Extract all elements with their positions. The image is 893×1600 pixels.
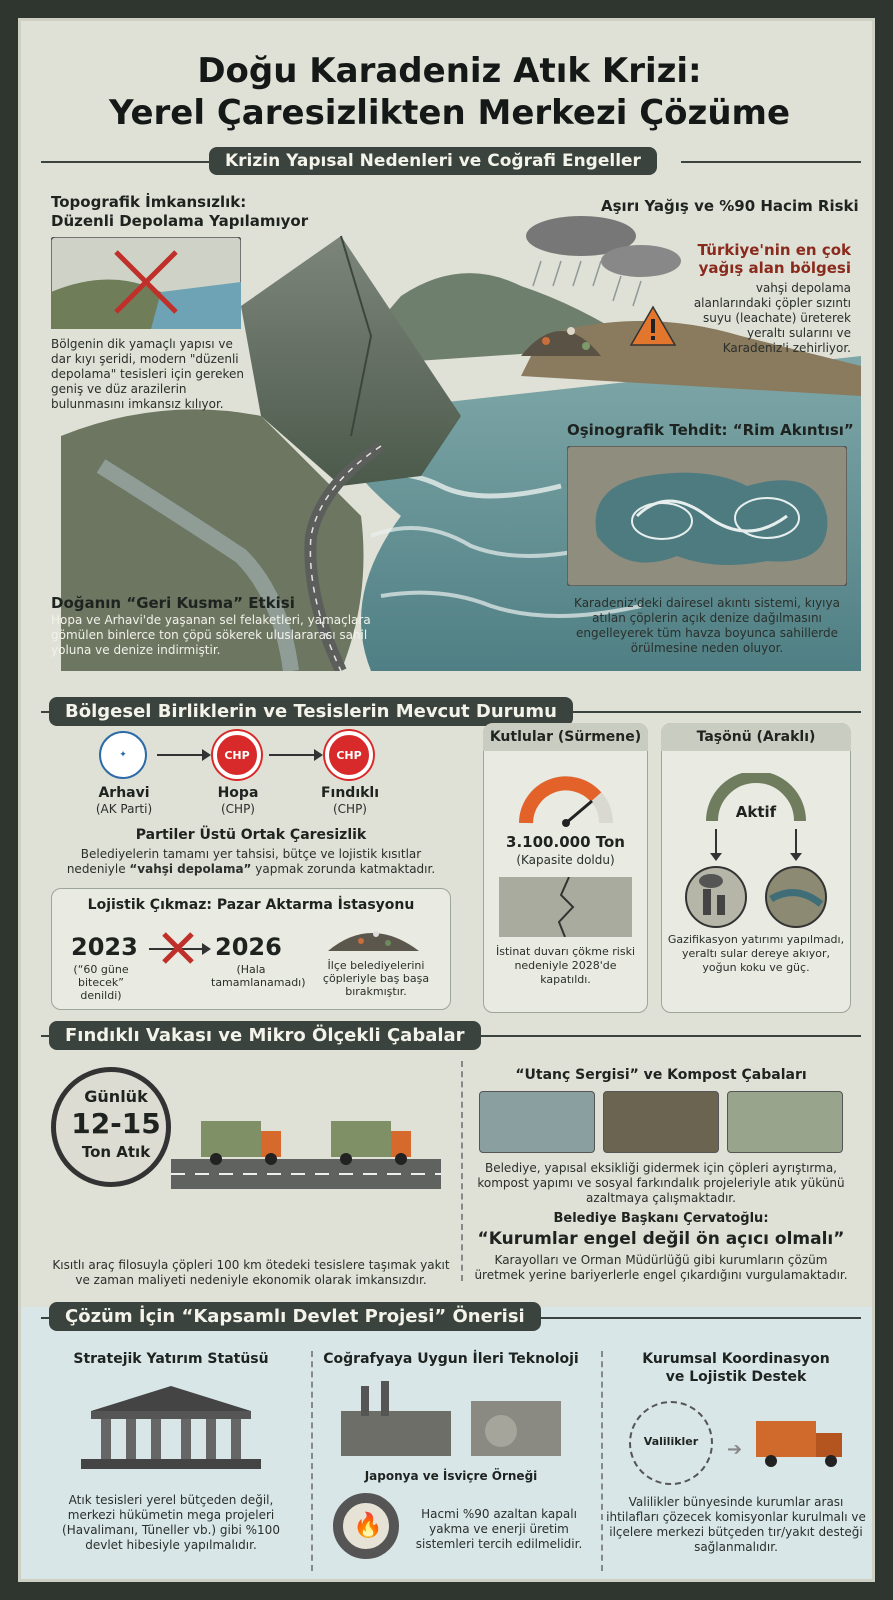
- section-rule: [681, 161, 861, 163]
- shame-text: Belediye, yapısal eksikliği gidermek için çöpleri ayrıştırma, kompost yapımı ve sosyal farkındalık projeleriyle atık yükünü azaltmaya çalışmaktadır.: [477, 1161, 845, 1205]
- topo-text: Bölgenin dik yamaçlı yapısı ve dar kıyı şeridi, modern "düzenli depolama" tesisleri için gereken geniş ve düz arazilerin bulunmasını imkansız kılıyor.: [51, 337, 244, 411]
- year-from-note: (“60 güne bitecek” denildi): [73, 963, 129, 1002]
- logistics-title: Lojistik Çıkmaz: Pazar Aktarma İstasyonu: [87, 897, 415, 913]
- rain-title: Aşırı Yağış ve %90 Hacim Riski: [601, 197, 859, 215]
- year-to: 2026: [215, 933, 282, 961]
- divider: [311, 1351, 313, 1571]
- kutlular-sub: (Kapasite doldu): [516, 853, 615, 867]
- vomit-title: Doğanın “Geri Kusma” Etkisi: [51, 594, 295, 612]
- topo-title-2: Düzenli Depolama Yapılamıyor: [51, 212, 309, 230]
- town-name: Arhavi: [98, 785, 150, 801]
- akparti-logo: ✦: [99, 731, 147, 779]
- sorting-bins-photo: [727, 1091, 843, 1153]
- kutlular-title: Kutlular (Sürmene): [483, 723, 648, 751]
- title-line-2: Yerel Çaresizlikten Merkezi Çözüme: [108, 93, 791, 133]
- year-from: 2023: [71, 933, 138, 961]
- col1-text: Atık tesisleri yerel bütçeden değil, merkezi hükümetin mega projeleri (Havalimanı, Tüneller vb.) gibi %100 devlet hibesiyle yapılmalıdır.: [62, 1493, 280, 1552]
- section-heading-status: Bölgesel Birliklerin ve Tesislerin Mevcut Durumu: [49, 697, 573, 726]
- truck-icon: [751, 1411, 851, 1471]
- government-building-icon: [81, 1381, 261, 1471]
- section-heading-findikli: Fındıklı Vakası ve Mikro Ölçekli Çabalar: [49, 1021, 481, 1050]
- daily-label-3: Ton Atık: [81, 1143, 151, 1161]
- arrow-icon: [269, 754, 321, 756]
- cross-icon: [161, 931, 195, 965]
- col3-title-2: ve Lojistik Destek: [665, 1369, 807, 1385]
- incineration-plant-icon: [331, 1381, 571, 1461]
- infographic-page: [18, 18, 875, 1582]
- arrow-right-icon: ➔: [727, 1439, 743, 1460]
- col3-text: Valilikler bünyesinde kurumlar arası ihtilafları çözecek komisyonlar kurulmalı ve ilçelere merkezi bütçeden tır/yakıt desteği sağlanmalıdır.: [606, 1495, 866, 1554]
- divider: [461, 1061, 463, 1281]
- vomit-text: Hopa ve Arhavi'de yaşanan sel felaketleri, yamaçlara gömülen binlerce ton çöpü sökerek uluslararası sahil yoluna ve denize indirmiştir.: [51, 613, 371, 657]
- tasonu-title: Taşönü (Araklı): [661, 723, 851, 751]
- quote-text: Karayolları ve Orman Müdürlüğü gibi kurumların çözüm üretmek yerine bariyerlerle engel çıkardığını vurgulamaktadır.: [474, 1253, 848, 1282]
- kutlular-value: 3.100.000 Ton: [506, 833, 625, 851]
- kutlular-text: İstinat duvarı çökme riski nedeniyle 2028'de kapatıldı.: [495, 945, 635, 986]
- compost-photo: [603, 1091, 719, 1153]
- rain-text: vahşi depolama alanlarındaki çöpler sızıntı suyu (leachate) üreterek yeraltı sularını ve Karadeniz'i zehirliyor.: [693, 281, 851, 355]
- col2-example: Japonya ve İsviçre Örneği: [364, 1469, 538, 1483]
- cracked-wall-icon: [499, 877, 632, 937]
- town-party: (CHP): [220, 802, 255, 816]
- town-name: Fındıklı: [320, 785, 380, 801]
- cross-party-title: Partiler Üstü Ortak Çaresizlik: [135, 827, 367, 843]
- col3-hub: Valilikler: [643, 1435, 699, 1448]
- section-rule: [41, 161, 221, 163]
- title-line-1: Doğu Karadeniz Atık Krizi:: [197, 51, 702, 91]
- logistics-text: İlçe belediyelerini çöpleriyle baş başa bırakmıştır.: [322, 959, 430, 998]
- col3-title-1: Kurumsal Koordinasyon: [642, 1351, 830, 1367]
- chp-logo: CHP: [213, 731, 261, 779]
- pollution-icons: [671, 829, 841, 929]
- shame-title: “Utanç Sergisi” ve Kompost Çabaları: [515, 1067, 807, 1083]
- fire-icon: 🔥: [353, 1511, 383, 1539]
- year-to-note: (Hala tamamlanamadı): [211, 963, 306, 989]
- warning-icon: [629, 305, 677, 347]
- daily-label-2: 12-15: [71, 1107, 161, 1140]
- town-name: Hopa: [217, 785, 259, 801]
- mayor-quote: “Kurumlar engel değil ön açıcı olmalı”: [477, 1229, 845, 1249]
- col2-text: Hacmi %90 azaltan kapalı yakma ve enerji üretim sistemleri tercih edilmelidir.: [415, 1507, 583, 1551]
- arrow-icon: [157, 754, 209, 756]
- section-heading-solution: Çözüm İçin “Kapsamlı Devlet Projesi” Önerisi: [49, 1302, 541, 1331]
- divider: [601, 1351, 603, 1571]
- terrain-cross-section-icon: [51, 237, 241, 329]
- cross-party-text-1: Belediyelerin tamamı yer tahsisi, bütçe ve lojistik kısıtlar: [80, 847, 422, 861]
- fleet-text: Kısıtlı araç filosuyla çöpleri 100 km ötedeki tesislere taşımak yakıt ve zaman maliyeti nedeniyle ekonomik olarak imkansızdır.: [52, 1258, 450, 1287]
- col1-title: Stratejik Yatırım Statüsü: [73, 1351, 269, 1367]
- section-heading-causes: Krizin Yapısal Nedenleri ve Coğrafi Engeller: [209, 147, 657, 175]
- town-party: (AK Parti): [95, 802, 153, 816]
- chp-logo: CHP: [325, 731, 373, 779]
- truck-icon: [201, 1121, 281, 1165]
- capacity-gauge-icon: [518, 773, 613, 828]
- ocean-text: Karadeniz'deki dairesel akıntı sistemi, kıyıya atılan çöplerin açık denize dağılmasını engelleyerek tüm havza boyunca sahillerde örülmesine neden oluyor.: [574, 596, 840, 655]
- cross-party-text-2: nedeniyle “vahşi depolama” yapmak zorunda katmaktadır.: [66, 862, 436, 876]
- daily-label-1: Günlük: [84, 1087, 148, 1106]
- recycling-bins-photo: [479, 1091, 595, 1153]
- tasonu-text: Gazifikasyon yatırımı yapılmadı, yeraltı sular dereye akıyor, yoğun koku ve güç.: [667, 933, 845, 974]
- ocean-title: Oşinografik Tehdit: “Rim Akıntısı”: [567, 421, 854, 439]
- tasonu-status: Aktif: [735, 803, 777, 821]
- mayor-label: Belediye Başkanı Çervatoğlu:: [553, 1211, 769, 1226]
- rain-highlight: Türkiye'nin en çok yağış alan bölgesi: [697, 241, 851, 277]
- town-party: (CHP): [332, 802, 367, 816]
- rim-current-map: [567, 446, 847, 586]
- garbage-trucks-road: [171, 1101, 441, 1211]
- garbage-pile-icon: [326, 921, 421, 953]
- truck-icon: [331, 1121, 411, 1165]
- col2-title: Coğrafyaya Uygun İleri Teknoloji: [323, 1351, 579, 1367]
- topo-title-1: Topografik İmkansızlık:: [51, 193, 247, 211]
